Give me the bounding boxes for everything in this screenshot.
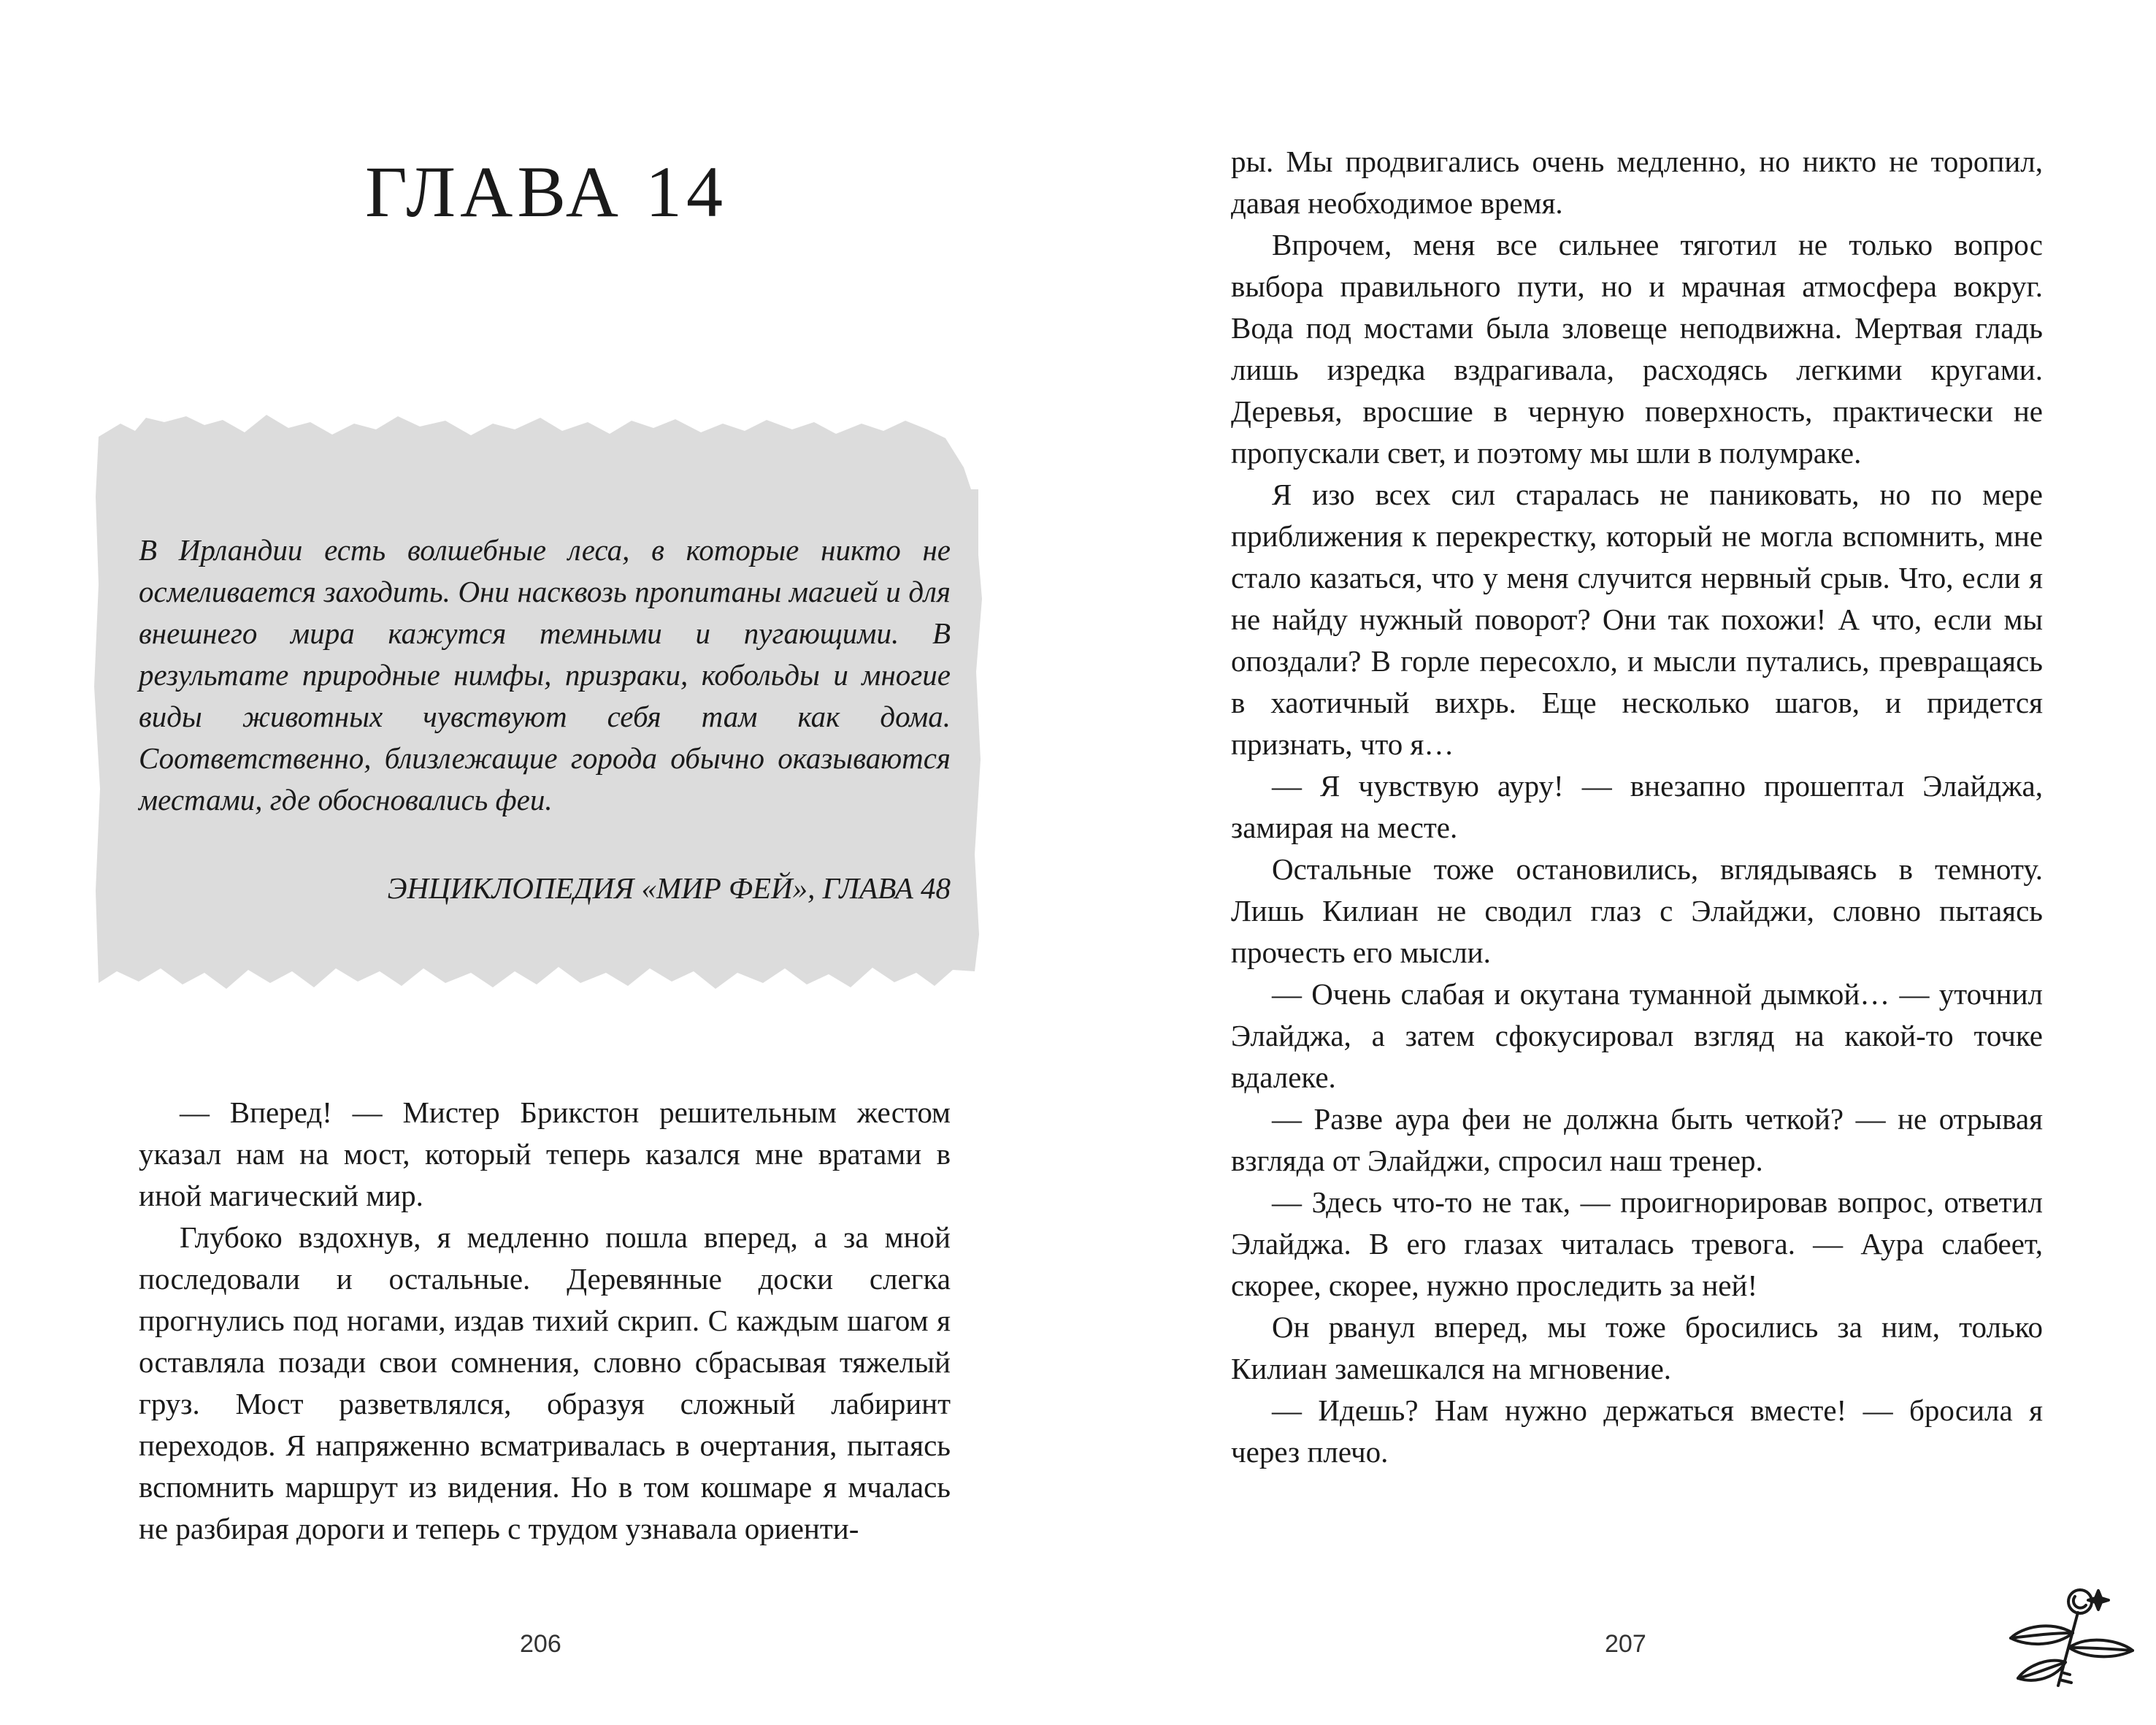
paragraph: Глубоко вздохнув, я медленно пошла вперед, а за мной последовали и остальные. Деревянные доски слегка прогнулись под ногами, издав тихий скрип. С каждым шагом я оставляла позади свои сомнения, словно сбрасывая тяжелый груз. Мост разветвлялся, образуя сложный лабиринт переходов. Я напряженно всматривалась в очертания, пытаясь вспомнить маршрут из видения. Но в том кошмаре я мчалась не разбирая дороги и теперь с трудом узнавала ориенти-	[139, 1220, 951, 1545]
paragraph: — Идешь? Нам нужно держаться вместе! — бросила я через плечо.	[1231, 1393, 2043, 1469]
paragraph: — Я чувствую ауру! — внезапно прошептал Элайджа, замирая на месте.	[1231, 769, 2043, 844]
paragraph: — Здесь что-то не так, — проигнорировав вопрос, ответил Элайджа. В его глазах читалась тревога. — Аура слабеет, скорее, скорее, нужно проследить за ней!	[1231, 1185, 2043, 1302]
paragraph: Он рванул вперед, мы тоже бросились за ним, только Килиан замешкался на мгновение.	[1231, 1310, 2043, 1385]
paragraph: — Вперед! — Мистер Брикстон решительным жестом указал нам на мост, который теперь казался мне вратами в иной магический мир.	[139, 1095, 951, 1212]
epigraph-source: ЭНЦИКЛОПЕДИЯ «МИР ФЕЙ», ГЛАВА 48	[387, 871, 951, 905]
paragraph: ры. Мы продвигались очень медленно, но никто не торопил, давая необходимое время.	[1231, 145, 2043, 220]
chapter-title: ГЛАВА 14	[365, 151, 727, 232]
paragraph: — Разве аура феи не должна быть четкой? — не отрывая взгляда от Элайджи, спросил наш тренер.	[1231, 1102, 2043, 1177]
paragraph: — Очень слабая и окутана туманной дымкой… — уточнил Элайджа, а затем сфокусировал взгляд на какой-то точке вдалеке.	[1231, 977, 2043, 1094]
right-page	[1078, 0, 2156, 1725]
left-body-text	[139, 1092, 951, 1550]
right-body-text	[1231, 141, 2043, 1473]
key-with-leaves-icon	[2007, 1576, 2138, 1715]
paragraph: Впрочем, меня все сильнее тяготил не только вопрос выбора правильного пути, но и мрачная атмосфера вокруг. Вода под мостами была зловеще неподвижна. Мертвая гладь лишь изредка вздрагивала, расходясь легкими кругами. Деревья, вросшие в черную поверхность, практически не пропускали свет, и поэтому мы шли в полумраке.	[1231, 228, 2043, 470]
page-number-right: 207	[1605, 1630, 1646, 1658]
epigraph-text: В Ирландии есть волшебные леса, в которые никто не осмеливается заходить. Они насквозь пропитаны магией и для внешнего мира кажутся темными и пугающими. В результате природные нимфы, призраки, кобольды и многие виды животных чувствуют себя там как дома. Соответственно, близлежащие города обычно оказываются местами, где обосновались феи.	[139, 533, 951, 816]
paragraph: Я изо всех сил старалась не паниковать, но по мере приближения к перекрестку, который не могла вспомнить, мне стало казаться, что у меня случится нервный срыв. Что, если я не найду нужный поворот? Они так похожи! А что, если мы опоздали? В горле пересохло, и мысли путались, превращаясь в хаотичный вихрь. Еще несколько шагов, и придется признать, что я…	[1231, 478, 2043, 761]
page-number-left: 206	[520, 1630, 561, 1658]
paragraph: Остальные тоже остановились, вглядываясь в темноту. Лишь Килиан не сводил глаз с Элайджи, словно пытаясь прочесть его мысли.	[1231, 852, 2043, 969]
